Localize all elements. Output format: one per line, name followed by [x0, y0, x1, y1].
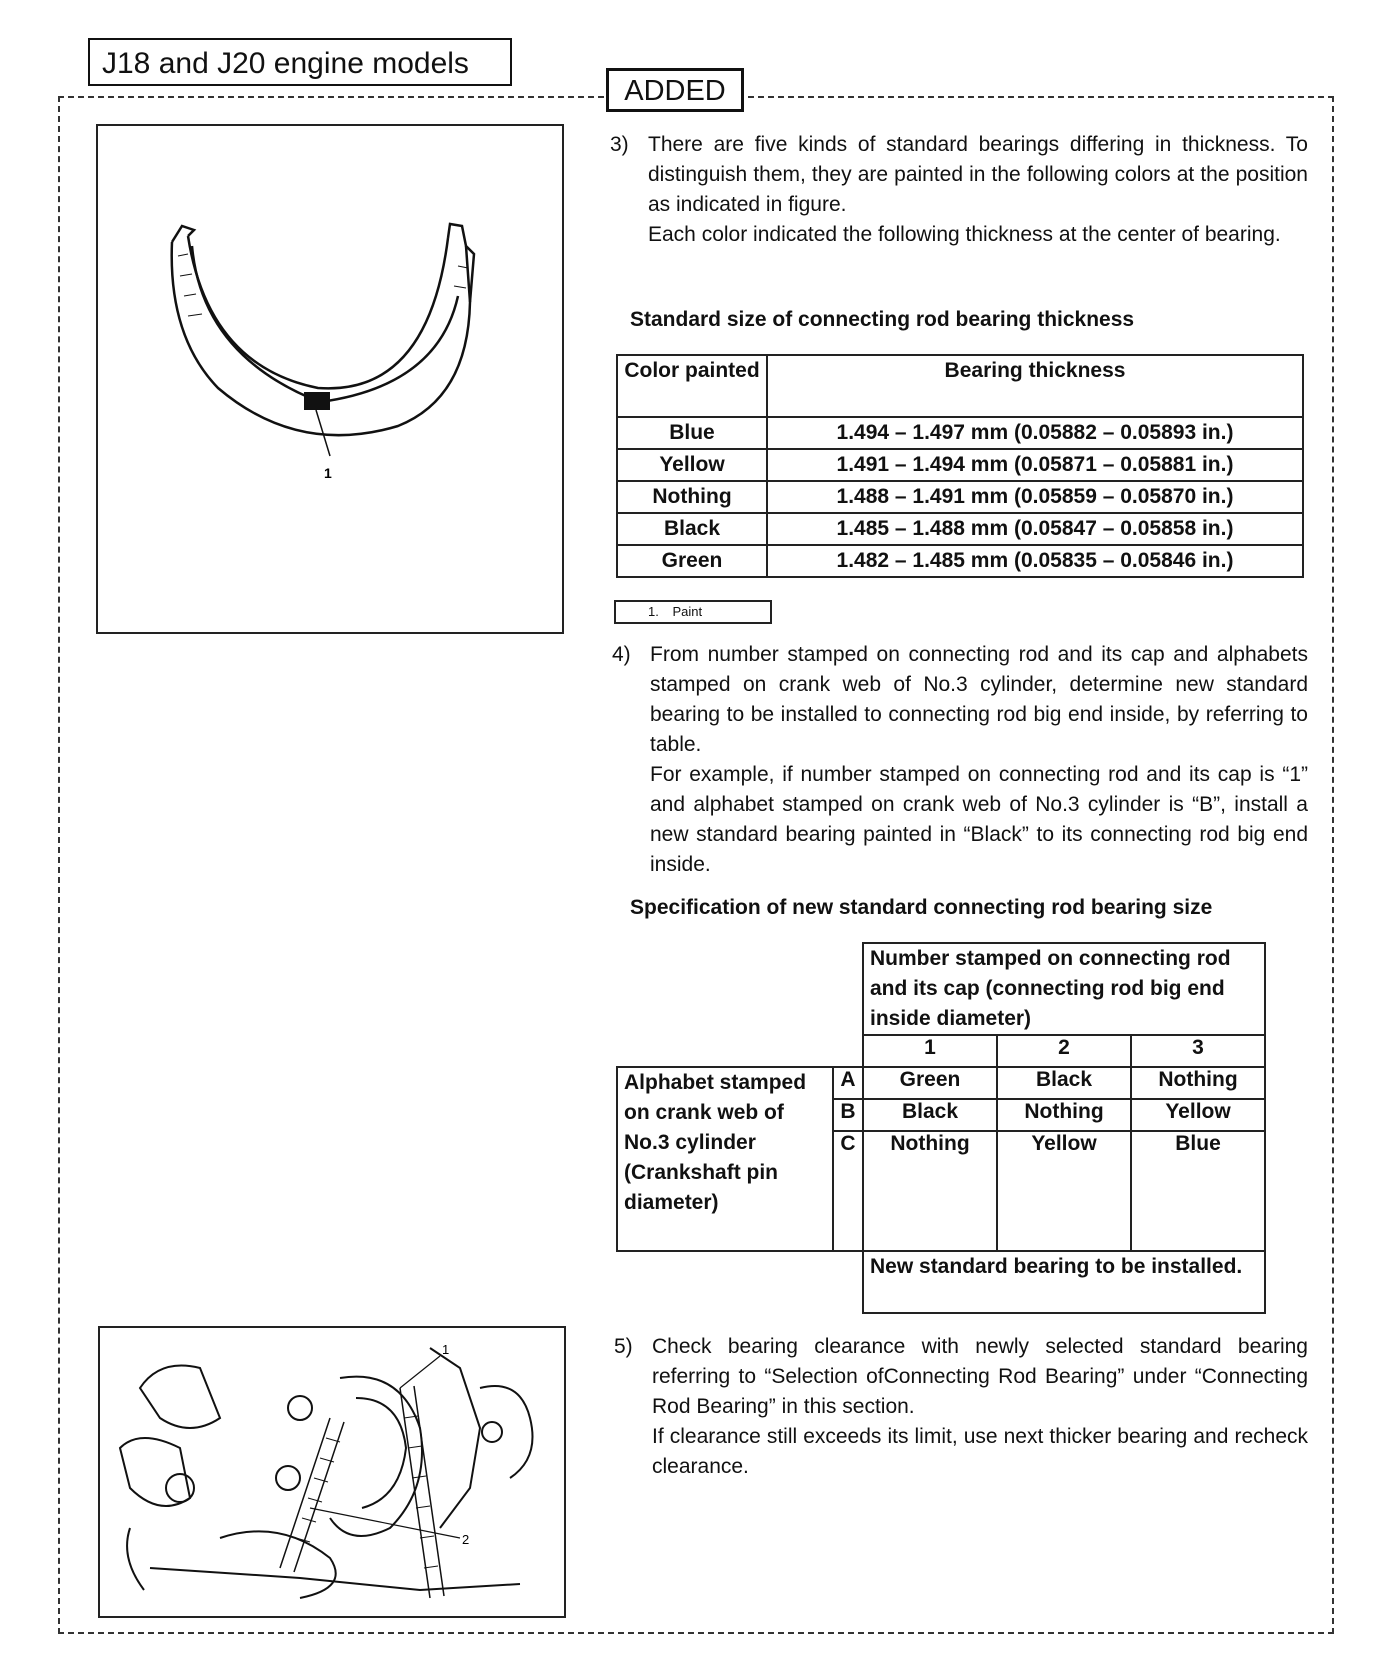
- legend-label: Paint: [672, 604, 703, 619]
- paint-mark: [304, 392, 330, 410]
- figure-callout-1: 1: [324, 465, 332, 481]
- table-row: [617, 1067, 1265, 1099]
- column-number: 1: [863, 1035, 997, 1067]
- thickness-cell: 1.485 – 1.488 mm (0.05847 – 0.05858 in.): [767, 513, 1303, 545]
- bearing-color-cell: Black: [997, 1067, 1131, 1099]
- column-number: 2: [997, 1035, 1131, 1067]
- bearing-color-cell: Black: [863, 1099, 997, 1131]
- crankshaft-illustration: [100, 1328, 564, 1616]
- step-text: From number stamped on connecting rod and its cap and alphabets stamped on crank web of No.3 cylinder, determine new standard bearing to be installed to connecting rod big end inside, by referring to table.: [650, 643, 1308, 756]
- bearing-color-cell: Nothing: [997, 1099, 1131, 1131]
- figure-legend: [614, 600, 772, 624]
- step-4: [612, 640, 1308, 880]
- row-letter: C: [833, 1131, 863, 1251]
- step-5: [614, 1332, 1308, 1482]
- thickness-cell: 1.488 – 1.491 mm (0.05859 – 0.05870 in.): [767, 481, 1303, 513]
- number-stamped-header: Number stamped on connecting rod and its cap (connecting rod big end inside diameter): [863, 943, 1265, 1035]
- step-3: [610, 130, 1308, 250]
- thickness-cell: 1.482 – 1.485 mm (0.05835 – 0.05846 in.): [767, 545, 1303, 577]
- column-header: Bearing thickness: [767, 355, 1303, 417]
- figure-callout-1: 1: [442, 1342, 450, 1357]
- step-text: For example, if number stamped on connecting rod and its cap is “1” and alphabet stamped on crank web of No.3 cylinder is “B”, install a new standard bearing painted in “Black” to its connecting rod big end inside.: [650, 763, 1308, 876]
- step-number: 3): [610, 133, 629, 156]
- step-text: Each color indicated the following thickness at the center of bearing.: [648, 223, 1281, 246]
- row-letter: B: [833, 1099, 863, 1131]
- table-row: [617, 417, 1303, 449]
- color-cell: Green: [617, 545, 767, 577]
- column-header: Color painted: [617, 355, 767, 417]
- bearing-color-cell: Yellow: [1131, 1099, 1265, 1131]
- step-text: Check bearing clearance with newly selected standard bearing referring to “Selection ofConnecting Rod Bearing” under “Connecting Rod Bearing” in this section.: [652, 1335, 1308, 1418]
- color-cell: Nothing: [617, 481, 767, 513]
- table2-heading: Specification of new standard connecting rod bearing size: [630, 896, 1213, 919]
- table-row: [617, 513, 1303, 545]
- column-number: 3: [1131, 1035, 1265, 1067]
- bearing-figure: [96, 124, 564, 634]
- table-row: [617, 545, 1303, 577]
- page-title: J18 and J20 engine models: [88, 38, 512, 86]
- bearing-color-cell: Yellow: [997, 1131, 1131, 1251]
- bearing-shell-illustration: [98, 126, 562, 632]
- step-text: There are five kinds of standard bearings differing in thickness. To distinguish them, they are painted in the following colors at the position as indicated in figure.: [648, 133, 1308, 216]
- bearing-thickness-table: [616, 354, 1304, 578]
- row-letter: A: [833, 1067, 863, 1099]
- table-row: [617, 481, 1303, 513]
- color-cell: Blue: [617, 417, 767, 449]
- step-number: 5): [614, 1335, 633, 1358]
- step-text: If clearance still exceeds its limit, use next thicker bearing and recheck clearance.: [652, 1425, 1308, 1478]
- bearing-selection-table: [616, 942, 1266, 1314]
- thickness-cell: 1.491 – 1.494 mm (0.05871 – 0.05881 in.): [767, 449, 1303, 481]
- legend-number: 1.: [648, 604, 659, 619]
- table-row: [617, 449, 1303, 481]
- bearing-color-cell: Green: [863, 1067, 997, 1099]
- bearing-color-cell: Nothing: [863, 1131, 997, 1251]
- table1-heading: Standard size of connecting rod bearing thickness: [630, 308, 1135, 331]
- added-badge: ADDED: [606, 68, 744, 112]
- figure-callout-2: 2: [462, 1532, 470, 1547]
- color-cell: Black: [617, 513, 767, 545]
- thickness-cell: 1.494 – 1.497 mm (0.05882 – 0.05893 in.): [767, 417, 1303, 449]
- table-footer: New standard bearing to be installed.: [863, 1251, 1265, 1313]
- step-number: 4): [612, 643, 631, 666]
- alphabet-row-header: Alphabet stamped on crank web of No.3 cylinder (Crankshaft pin diameter): [617, 1067, 833, 1251]
- bearing-color-cell: Nothing: [1131, 1067, 1265, 1099]
- color-cell: Yellow: [617, 449, 767, 481]
- bearing-color-cell: Blue: [1131, 1131, 1265, 1251]
- clearance-check-figure: [98, 1326, 566, 1618]
